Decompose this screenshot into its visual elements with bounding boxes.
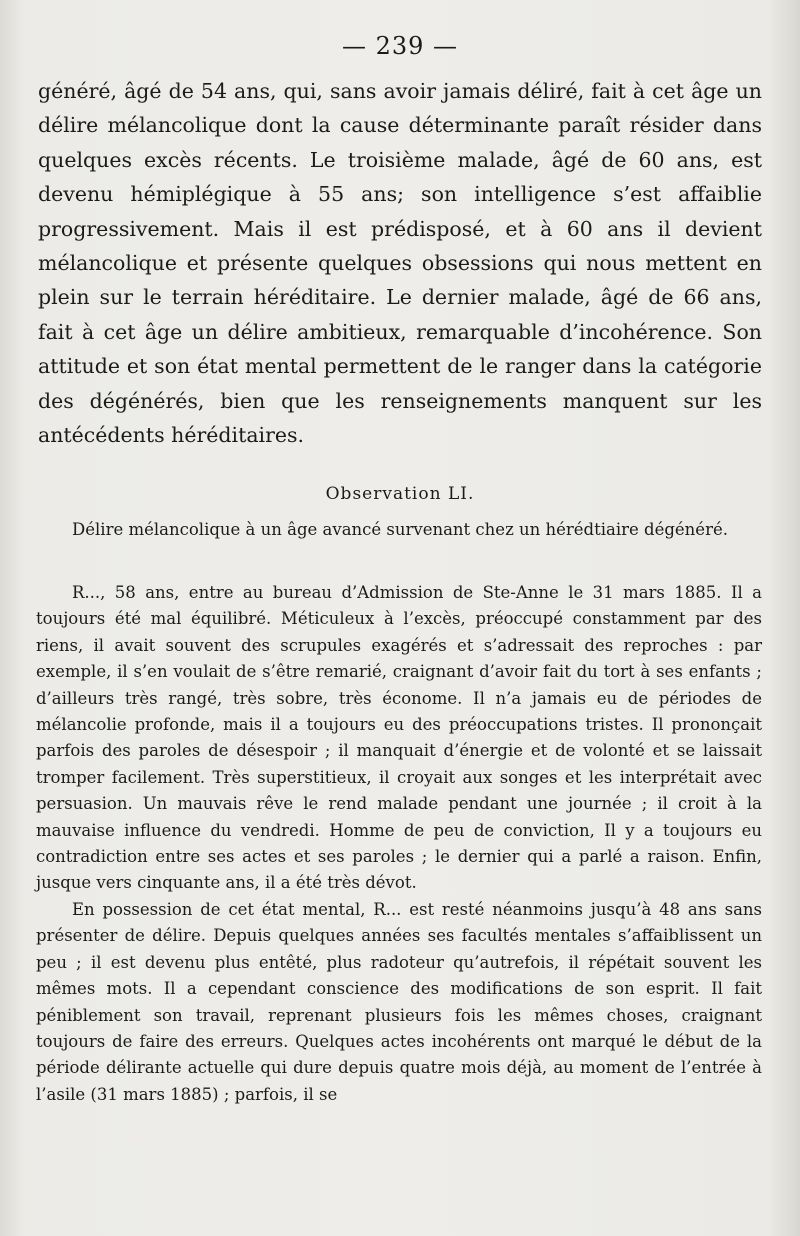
observation-subtitle: Délire mélancolique à un âge avancé survenant chez un hérédtiaire dégénéré. — [72, 520, 728, 539]
case-text — [36, 580, 762, 1108]
case-paragraph-1: R..., 58 ans, entre au bureau d’Admission de Ste-Anne le 31 mars 1885. Il a toujours été mal équilibré. Méticuleux à l’excès, préoccupé constamment par des riens, il avait souvent des scrupules exagérés et s’adressait des reproches : par exemple, il s’en voulait de s’être remarié, craignant d’avoir fait du tort à ses enfants ; d’ailleurs très rangé, très sobre, très économe. Il n’a jamais eu de périodes de mélancolie profonde, mais il a toujours eu des préoccupations tristes. Il prononçait parfois des paroles de désespoir ; il manquait d’énergie et de volonté et se laissait tromper facilement. Très superstitieux, il croyait aux songes et les interprétait avec persuasion. Un mauvais rêve le rend malade pendant une journée ; il croit à la mauvaise influence du vendredi. Homme de peu de conviction, Il y a toujours eu contradiction entre ses actes et ses paroles ; le dernier qui a parlé a raison. Enfin, jusque vers cinquante ans, il a été très dévot. — [36, 583, 762, 893]
body-paragraph: généré, âgé de 54 ans, qui, sans avoir jamais déliré, fait à cet âge un délire mélancolique dont la cause déterminante paraît résider dans quelques excès récents. Le troisième malade, âgé de 60 ans, est devenu hémiplégique à 55 ans; son intelligence s’est affaiblie progressivement. Mais il est prédisposé, et à 60 ans il devient mélancolique et présente quelques obsessions qui nous mettent en plein sur le terrain héréditaire. Le dernier malade, âgé de 66 ans, fait à cet âge un délire ambitieux, remarquable d’incohérence. Son attitude et son état mental permettent de le ranger dans la catégorie des dégénérés, bien que les renseignements manquent sur les antécédents héréditaires. — [38, 79, 762, 448]
case-paragraph-2: En possession de cet état mental, R... est resté néanmoins jusqu’à 48 ans sans présenter de délire. Depuis quelques années ses facultés mentales s’affaiblissent un peu ; il est devenu plus entêté, plus radoteur qu’autrefois, il répétait souvent les mêmes mots. Il a cependant conscience des modifications de son esprit. Il fait péniblement son travail, reprenant plusieurs fois les mêmes choses, craignant toujours de faire des erreurs. Quelques actes incohérents ont marqué le début de la période délirante actuelle qui dure depuis quatre mois déjà, au moment de l’entrée à l’asile (31 mars 1885) ; parfois, il se — [36, 899, 762, 1104]
observation-title: Observation LI. — [325, 484, 475, 504]
page-number: — 239 — — [341, 32, 459, 60]
body-text — [38, 74, 762, 452]
